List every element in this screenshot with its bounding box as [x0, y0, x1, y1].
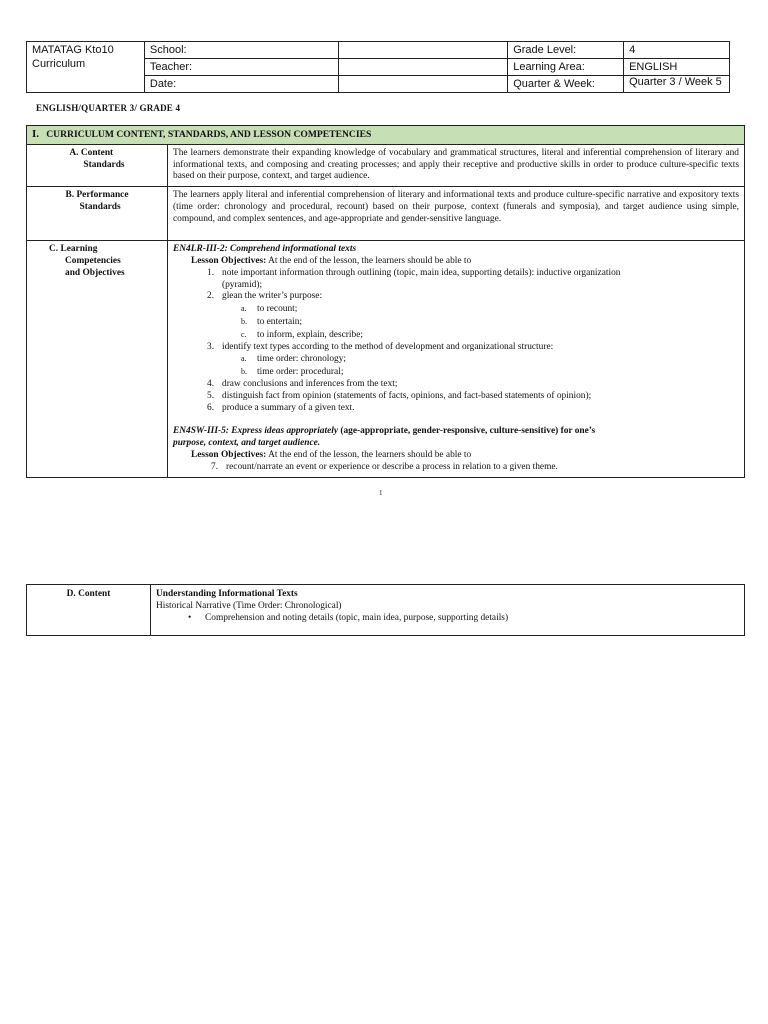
learning-area-value: ENGLISH: [624, 59, 730, 76]
competencies-label-line3: and Objectives: [65, 267, 125, 278]
date-label: Date:: [144, 76, 338, 93]
content-standards-label: [27, 144, 168, 186]
section-numeral: I.: [32, 128, 40, 140]
performance-standards-label-line2: Standards: [79, 201, 121, 212]
competency-code-2-line2: purpose, context, and target audience.: [173, 438, 321, 449]
objective-item-4: 4. draw conclusions and inferences from the text;: [207, 378, 398, 389]
performance-standards-label-line1: B. Performance: [65, 190, 129, 201]
content-standards-label-line2: Standards: [83, 159, 125, 170]
competencies-label-line1: C. Learning: [49, 244, 98, 255]
competency-code-2-rest: (age-appropriate, gender-responsive, culture-sensitive) for one’s: [338, 426, 596, 437]
section-heading: [27, 126, 745, 145]
document-subtitle: ENGLISH/QUARTER 3/ GRADE 4: [36, 103, 181, 113]
competencies-label: [27, 241, 168, 477]
competency-code-2: [173, 426, 739, 438]
performance-standards-text: The learners apply literal and inferential comprehension of literary and informational texts and produce culture-specific narrative and expository texts (time order: chronology and procedural, recount) based on their purpose, context (funerals and symposia), and target audience using simple, compound, and complex sentences, and age-appropriate and gender-sensitive language.: [168, 187, 745, 241]
school-value[interactable]: [338, 42, 508, 59]
type-sub-a: a. time order: chronology;: [241, 354, 347, 365]
teacher-label: Teacher:: [144, 59, 338, 76]
header-table: [26, 41, 730, 93]
content-body: [151, 585, 745, 636]
content-row: [27, 585, 745, 636]
content-table: [26, 584, 745, 636]
lesson-objectives-text-2: At the end of the lesson, the learners should be able to: [266, 449, 472, 460]
objective-item-3: 3. identify text types according to the method of development and organizational structure:: [207, 341, 554, 352]
content-subtitle: Historical Narrative (Time Order: Chronological): [156, 601, 342, 611]
teacher-value[interactable]: [338, 59, 508, 76]
purpose-sub-a: a. to recount;: [241, 304, 298, 315]
lesson-objectives-2: [191, 450, 739, 462]
type-sub-b: b. time order: procedural;: [241, 367, 344, 378]
objective-item-5: 5. distinguish fact from opinion (statements of facts, opinions, and fact-based statements of opinion);: [207, 390, 592, 401]
quarter-week-label: Quarter & Week:: [508, 76, 624, 93]
date-value[interactable]: [338, 76, 508, 93]
curriculum-table: [26, 125, 745, 478]
content-bullet: • Comprehension and noting details (topic, main idea, purpose, supporting details): [188, 613, 509, 623]
objective-item-2: 2. glean the writer’s purpose:: [207, 291, 323, 302]
page-number: 1: [379, 489, 383, 497]
competency-code-1: EN4LR-III-2: Comprehend informational texts: [173, 244, 357, 255]
competencies-row: [27, 241, 745, 477]
purpose-sub-c: c. to inform, explain, describe;: [241, 329, 363, 340]
competency-code-2-italic: EN4SW-III-5: Express ideas appropriately: [173, 426, 339, 437]
objective-item-1-continued: (pyramid);: [222, 279, 263, 290]
content-label: D. Content: [27, 585, 151, 636]
content-title: Understanding Informational Texts: [156, 589, 298, 599]
objective-item-7: 7. recount/narrate an event or experience or describe a process in relation to a given theme.: [211, 461, 558, 472]
quarter-week-value: Quarter 3 / Week 5: [624, 76, 730, 93]
content-standards-label-line1: A. Content: [69, 147, 114, 158]
competencies-label-line2: Competencies: [65, 255, 121, 266]
purpose-sub-b: b. to entertain;: [241, 316, 303, 327]
performance-standards-label: [27, 187, 168, 241]
bullet-icon: •: [188, 613, 192, 623]
section-title: CURRICULUM CONTENT, STANDARDS, AND LESSON COMPETENCIES: [46, 129, 372, 140]
content-standards-text: The learners demonstrate their expanding knowledge of vocabulary and grammatical structures, literal and inferential comprehension of literary and informational texts, and composing and creating processes; and apply their receptive and productive skills in order to produce culture-specific texts based on their purpose, context, and target audience.: [168, 144, 745, 186]
school-label: School:: [144, 42, 338, 59]
content-standards-row: [27, 144, 745, 186]
performance-standards-row: [27, 187, 745, 241]
objective-item-6: 6. produce a summary of a given text.: [207, 402, 355, 413]
grade-level-value: 4: [624, 42, 730, 59]
lesson-objectives-text: At the end of the lesson, the learners should be able to: [266, 255, 472, 266]
grade-level-label: Grade Level:: [508, 42, 624, 59]
lesson-objectives-1: [191, 256, 739, 268]
program-cell: [27, 42, 145, 93]
lesson-objectives-label-2: Lesson Objectives:: [191, 449, 267, 460]
program-name: MATATAG Kto10: [32, 44, 114, 56]
competencies-content: [168, 241, 745, 477]
objective-item-1: 1. note important information through outlining (topic, main idea, supporting details): inductive organization: [207, 267, 621, 278]
program-name-line2: Curriculum: [32, 58, 86, 70]
lesson-objectives-label: Lesson Objectives:: [191, 255, 267, 266]
learning-area-label: Learning Area:: [508, 59, 624, 76]
